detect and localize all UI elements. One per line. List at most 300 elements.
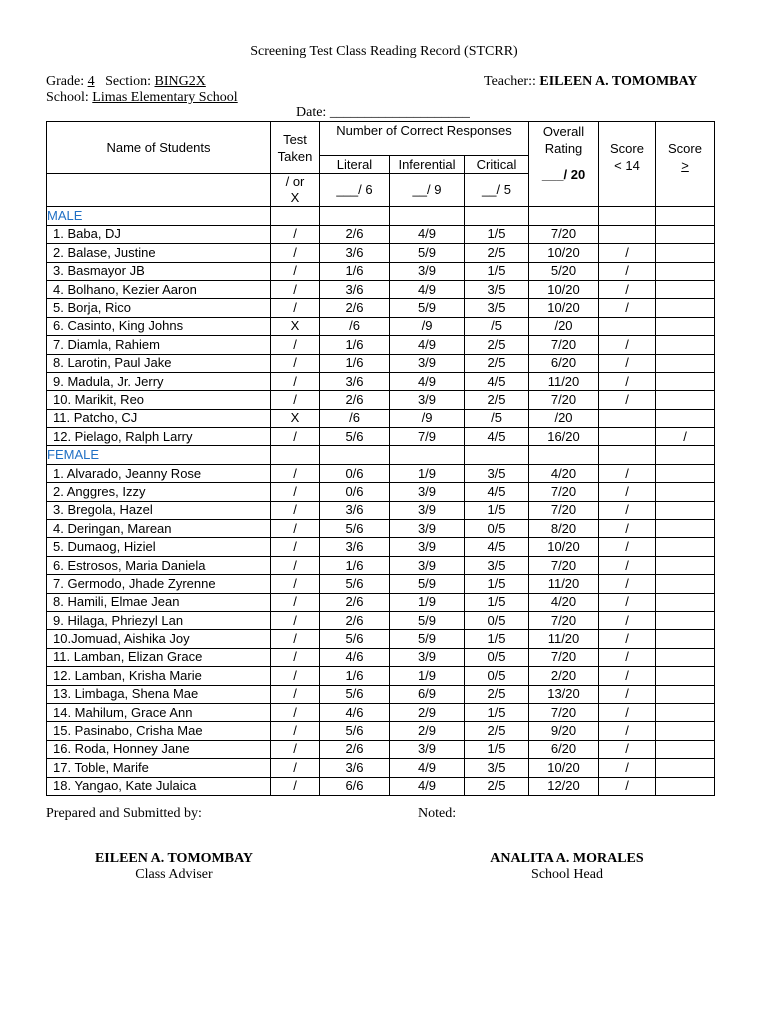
test-taken: / (271, 262, 320, 280)
teacher-line (484, 74, 697, 90)
critical-score: 0/5 (465, 667, 529, 685)
grade-section-line (46, 74, 206, 90)
section-empty-cell (271, 207, 320, 225)
student-name: 2. Balase, Justine (47, 244, 271, 262)
overall-rating: 8/20 (529, 520, 599, 538)
overall-rating: 7/20 (529, 556, 599, 574)
score-above (656, 244, 715, 262)
table-row (47, 667, 715, 685)
table-row (47, 501, 715, 519)
header-inferential: Inferential (390, 156, 465, 174)
section-empty-cell (599, 207, 656, 225)
student-name: 3. Bregola, Hazel (47, 501, 271, 519)
literal-score: 1/6 (320, 667, 390, 685)
inferential-score: 4/9 (390, 759, 465, 777)
critical-score: 1/5 (465, 501, 529, 519)
section-label: Section: (105, 74, 151, 89)
teacher-name: EILEEN A. TOMOMBAY (539, 74, 698, 89)
score-below-14: / (599, 262, 656, 280)
student-name: 1. Baba, DJ (47, 225, 271, 243)
score-below-14: / (599, 759, 656, 777)
critical-score: 1/5 (465, 630, 529, 648)
table-row (47, 299, 715, 317)
literal-score: 3/6 (320, 244, 390, 262)
table-row (47, 409, 715, 427)
student-name: 2. Anggres, Izzy (47, 483, 271, 501)
overall-rating: 7/20 (529, 501, 599, 519)
prepared-label: Prepared and Submitted by: (46, 806, 202, 821)
inferential-score: 5/9 (390, 244, 465, 262)
section-empty-cell (271, 446, 320, 464)
student-name: 17. Toble, Marife (47, 759, 271, 777)
score-below-14: / (599, 685, 656, 703)
score-above (656, 593, 715, 611)
student-name: 9. Hilaga, Phriezyl Lan (47, 611, 271, 629)
overall-rating: 11/20 (529, 372, 599, 390)
score-below-14: / (599, 538, 656, 556)
literal-score: 5/6 (320, 428, 390, 446)
inferential-score: 5/9 (390, 299, 465, 317)
table-row (47, 336, 715, 354)
score-below-14: / (599, 575, 656, 593)
literal-score: 4/6 (320, 648, 390, 666)
student-name: 8. Larotin, Paul Jake (47, 354, 271, 372)
test-taken: / (271, 244, 320, 262)
inferential-score: 1/9 (390, 667, 465, 685)
inferential-score: 3/9 (390, 740, 465, 758)
inferential-score: /9 (390, 409, 465, 427)
score-below-14: / (599, 740, 656, 758)
student-name: 11. Lamban, Elizan Grace (47, 648, 271, 666)
header-score-b-line1: Score (668, 141, 702, 156)
literal-score: 1/6 (320, 556, 390, 574)
critical-score: 3/5 (465, 280, 529, 298)
overall-rating: 7/20 (529, 703, 599, 721)
score-above (656, 556, 715, 574)
literal-score: 1/6 (320, 336, 390, 354)
score-above (656, 501, 715, 519)
score-above (656, 317, 715, 335)
critical-score: /5 (465, 317, 529, 335)
overall-rating: 5/20 (529, 262, 599, 280)
teacher-label: Teacher:: (484, 74, 536, 89)
test-taken: / (271, 556, 320, 574)
header-test-taken-line1: Test (283, 131, 307, 147)
literal-score: 2/6 (320, 299, 390, 317)
literal-score: 5/6 (320, 685, 390, 703)
test-taken: X (271, 409, 320, 427)
inferential-score: 3/9 (390, 483, 465, 501)
overall-rating: 13/20 (529, 685, 599, 703)
section-label: FEMALE (47, 446, 271, 464)
header-overall-line1: Overall (542, 124, 585, 139)
preparer-name: EILEEN A. TOMOMBAY (94, 851, 254, 866)
inferential-score: 3/9 (390, 520, 465, 538)
table-row (47, 538, 715, 556)
grade-label: Grade: (46, 74, 85, 89)
score-above (656, 538, 715, 556)
critical-score: 1/5 (465, 703, 529, 721)
inferential-score: 2/9 (390, 722, 465, 740)
header-test-taken-line2: Taken (277, 148, 313, 164)
test-taken: / (271, 685, 320, 703)
score-below-14: / (599, 501, 656, 519)
literal-score: 3/6 (320, 759, 390, 777)
score-below-14 (599, 428, 656, 446)
student-name: 10. Marikit, Reo (47, 391, 271, 409)
score-above (656, 703, 715, 721)
table-row (47, 777, 715, 795)
literal-score: 2/6 (320, 611, 390, 629)
school-label: School: (46, 90, 89, 105)
score-below-14: / (599, 244, 656, 262)
critical-score: 1/5 (465, 262, 529, 280)
header-critical: Critical (465, 156, 529, 174)
header-score-below-14 (599, 122, 656, 207)
table-row (47, 648, 715, 666)
score-above (656, 299, 715, 317)
literal-score: 5/6 (320, 630, 390, 648)
table-row (47, 280, 715, 298)
score-above (656, 648, 715, 666)
table-row (47, 575, 715, 593)
inferential-score: /9 (390, 317, 465, 335)
test-taken: / (271, 575, 320, 593)
table-row (47, 262, 715, 280)
overall-rating: 7/20 (529, 611, 599, 629)
overall-rating: 12/20 (529, 777, 599, 795)
table-row (47, 520, 715, 538)
overall-rating: 16/20 (529, 428, 599, 446)
overall-rating: 7/20 (529, 225, 599, 243)
overall-rating: 6/20 (529, 740, 599, 758)
overall-rating: 10/20 (529, 538, 599, 556)
test-taken: / (271, 225, 320, 243)
test-taken: / (271, 372, 320, 390)
student-name: 18. Yangao, Kate Julaica (47, 777, 271, 795)
critical-score: 3/5 (465, 556, 529, 574)
section-empty-cell (465, 446, 529, 464)
overall-rating: 10/20 (529, 244, 599, 262)
section-empty-cell (390, 446, 465, 464)
inferential-score: 3/9 (390, 391, 465, 409)
test-taken: / (271, 593, 320, 611)
header-score-a-line2: < 14 (614, 158, 640, 173)
header-name-of-students: Name of Students (47, 122, 271, 174)
critical-score: /5 (465, 409, 529, 427)
section-label: MALE (47, 207, 271, 225)
student-name: 16. Roda, Honney Jane (47, 740, 271, 758)
table-row (47, 759, 715, 777)
overall-rating: 7/20 (529, 391, 599, 409)
overall-rating: 4/20 (529, 464, 599, 482)
inferential-score: 5/9 (390, 575, 465, 593)
header-score-b-line2: > (681, 158, 689, 173)
student-name: 1. Alvarado, Jeanny Rose (47, 464, 271, 482)
critical-score: 3/5 (465, 759, 529, 777)
student-name: 8. Hamili, Elmae Jean (47, 593, 271, 611)
inferential-score: 3/9 (390, 538, 465, 556)
section-row-female (47, 446, 715, 464)
header-score-a-line1: Score (610, 141, 644, 156)
test-taken: / (271, 740, 320, 758)
score-below-14: / (599, 593, 656, 611)
critical-score: 3/5 (465, 464, 529, 482)
table-row (47, 722, 715, 740)
literal-score: 5/6 (320, 575, 390, 593)
score-above (656, 722, 715, 740)
date-label: Date: (296, 105, 327, 120)
student-name: 12. Pielago, Ralph Larry (47, 428, 271, 446)
test-taken: / (271, 667, 320, 685)
literal-score: 2/6 (320, 225, 390, 243)
test-taken: / (271, 703, 320, 721)
inferential-score: 4/9 (390, 372, 465, 390)
table-row (47, 483, 715, 501)
test-taken: / (271, 280, 320, 298)
score-above (656, 483, 715, 501)
table-row (47, 556, 715, 574)
critical-score: 2/5 (465, 777, 529, 795)
score-above (656, 777, 715, 795)
critical-score: 2/5 (465, 391, 529, 409)
noter-role: School Head (531, 867, 603, 882)
test-taken: / (271, 630, 320, 648)
overall-rating: 4/20 (529, 593, 599, 611)
student-name: 15. Pasinabo, Crisha Mae (47, 722, 271, 740)
table-row (47, 354, 715, 372)
inferential-score: 4/9 (390, 777, 465, 795)
header-correct-responses: Number of Correct Responses (320, 122, 529, 156)
literal-score: 3/6 (320, 372, 390, 390)
score-below-14: / (599, 520, 656, 538)
reading-record-table (46, 121, 715, 796)
mark-legend-line1: / or (285, 174, 305, 190)
literal-score: 5/6 (320, 722, 390, 740)
score-below-14: / (599, 703, 656, 721)
literal-score: 0/6 (320, 483, 390, 501)
score-below-14: / (599, 336, 656, 354)
document-title: Screening Test Class Reading Record (STCRR) (250, 44, 518, 59)
critical-score: 3/5 (465, 299, 529, 317)
test-taken: / (271, 759, 320, 777)
score-above (656, 611, 715, 629)
overall-rating: 7/20 (529, 483, 599, 501)
score-below-14: / (599, 391, 656, 409)
section-empty-cell (465, 207, 529, 225)
student-name: 14. Mahilum, Grace Ann (47, 703, 271, 721)
table-row (47, 225, 715, 243)
section-empty-cell (656, 207, 715, 225)
header-test-taken (271, 122, 320, 174)
student-name: 3. Basmayor JB (47, 262, 271, 280)
score-above (656, 354, 715, 372)
critical-score: 0/5 (465, 648, 529, 666)
student-name: 11. Patcho, CJ (47, 409, 271, 427)
test-taken: / (271, 520, 320, 538)
header-overall-total: ___/ 20 (541, 167, 586, 182)
score-below-14: / (599, 648, 656, 666)
critical-score: 4/5 (465, 372, 529, 390)
score-above (656, 372, 715, 390)
inferential-score: 6/9 (390, 685, 465, 703)
score-above (656, 262, 715, 280)
literal-score: 6/6 (320, 777, 390, 795)
inferential-score: 1/9 (390, 464, 465, 482)
critical-score: 4/5 (465, 538, 529, 556)
table-row (47, 317, 715, 335)
score-below-14: / (599, 354, 656, 372)
overall-rating: /20 (529, 317, 599, 335)
overall-rating: 7/20 (529, 648, 599, 666)
header-overall-rating (529, 122, 599, 207)
score-above (656, 759, 715, 777)
header-inferential-total: __/ 9 (390, 174, 465, 207)
score-above: / (656, 428, 715, 446)
test-taken: / (271, 777, 320, 795)
section-empty-cell (529, 207, 599, 225)
critical-score: 4/5 (465, 483, 529, 501)
preparer-role: Class Adviser (135, 867, 213, 882)
overall-rating: 11/20 (529, 630, 599, 648)
score-below-14 (599, 225, 656, 243)
student-name: 13. Limbaga, Shena Mae (47, 685, 271, 703)
critical-score: 0/5 (465, 520, 529, 538)
table-row (47, 685, 715, 703)
table-row (47, 391, 715, 409)
inferential-score: 3/9 (390, 354, 465, 372)
school-line (46, 90, 238, 106)
literal-score: 3/6 (320, 501, 390, 519)
overall-rating: 10/20 (529, 759, 599, 777)
literal-score: 3/6 (320, 538, 390, 556)
critical-score: 2/5 (465, 354, 529, 372)
literal-score: 0/6 (320, 464, 390, 482)
test-taken: / (271, 428, 320, 446)
test-taken: / (271, 538, 320, 556)
overall-rating: /20 (529, 409, 599, 427)
literal-score: 2/6 (320, 740, 390, 758)
score-below-14: / (599, 464, 656, 482)
table-row (47, 740, 715, 758)
score-above (656, 575, 715, 593)
student-name: 9. Madula, Jr. Jerry (47, 372, 271, 390)
score-above (656, 685, 715, 703)
literal-score: 2/6 (320, 391, 390, 409)
section-empty-cell (390, 207, 465, 225)
date-blank: ____________________ (329, 105, 470, 120)
inferential-score: 4/9 (390, 336, 465, 354)
student-name: 5. Borja, Rico (47, 299, 271, 317)
score-above (656, 740, 715, 758)
preparer-signature-block (64, 851, 284, 883)
critical-score: 4/5 (465, 428, 529, 446)
inferential-score: 3/9 (390, 648, 465, 666)
inferential-score: 5/9 (390, 611, 465, 629)
header-literal-total: ___/ 6 (320, 174, 390, 207)
table-row (47, 630, 715, 648)
test-taken: / (271, 336, 320, 354)
score-below-14: / (599, 667, 656, 685)
literal-score: /6 (320, 409, 390, 427)
critical-score: 1/5 (465, 740, 529, 758)
test-taken: / (271, 483, 320, 501)
student-name: 4. Bolhano, Kezier Aaron (47, 280, 271, 298)
score-above (656, 667, 715, 685)
student-name: 5. Dumaog, Hiziel (47, 538, 271, 556)
score-above (656, 391, 715, 409)
overall-rating: 6/20 (529, 354, 599, 372)
inferential-score: 3/9 (390, 262, 465, 280)
student-name: 4. Deringan, Marean (47, 520, 271, 538)
overall-rating: 7/20 (529, 336, 599, 354)
section-empty-cell (599, 446, 656, 464)
header-name-blank (47, 174, 271, 207)
table-row (47, 593, 715, 611)
overall-rating: 10/20 (529, 280, 599, 298)
test-taken: / (271, 299, 320, 317)
overall-rating: 9/20 (529, 722, 599, 740)
overall-rating: 11/20 (529, 575, 599, 593)
score-above (656, 630, 715, 648)
inferential-score: 4/9 (390, 280, 465, 298)
inferential-score: 3/9 (390, 556, 465, 574)
header-mark-legend (271, 174, 320, 207)
score-above (656, 520, 715, 538)
school-value: Limas Elementary School (92, 90, 238, 105)
test-taken: / (271, 501, 320, 519)
score-above (656, 336, 715, 354)
score-below-14: / (599, 483, 656, 501)
table-row (47, 611, 715, 629)
table-row (47, 372, 715, 390)
section-empty-cell (656, 446, 715, 464)
student-name: 7. Germodo, Jhade Zyrenne (47, 575, 271, 593)
header-critical-total: __/ 5 (465, 174, 529, 207)
inferential-score: 5/9 (390, 630, 465, 648)
inferential-score: 1/9 (390, 593, 465, 611)
literal-score: 3/6 (320, 280, 390, 298)
noter-name: ANALITA A. MORALES (490, 851, 644, 866)
mark-legend-line2: X (290, 190, 300, 206)
critical-score: 2/5 (465, 244, 529, 262)
literal-score: 4/6 (320, 703, 390, 721)
score-above (656, 409, 715, 427)
inferential-score: 2/9 (390, 703, 465, 721)
score-below-14: / (599, 280, 656, 298)
overall-rating: 2/20 (529, 667, 599, 685)
date-line (296, 105, 470, 121)
literal-score: 1/6 (320, 262, 390, 280)
inferential-score: 3/9 (390, 501, 465, 519)
grade-value: 4 (87, 74, 95, 89)
critical-score: 0/5 (465, 611, 529, 629)
test-taken: / (271, 354, 320, 372)
score-below-14 (599, 317, 656, 335)
score-below-14: / (599, 556, 656, 574)
literal-score: 1/6 (320, 354, 390, 372)
test-taken: X (271, 317, 320, 335)
test-taken: / (271, 611, 320, 629)
inferential-score: 7/9 (390, 428, 465, 446)
student-name: 6. Casinto, King Johns (47, 317, 271, 335)
test-taken: / (271, 722, 320, 740)
score-below-14: / (599, 630, 656, 648)
overall-rating: 10/20 (529, 299, 599, 317)
critical-score: 2/5 (465, 336, 529, 354)
score-above (656, 225, 715, 243)
student-name: 7. Diamla, Rahiem (47, 336, 271, 354)
